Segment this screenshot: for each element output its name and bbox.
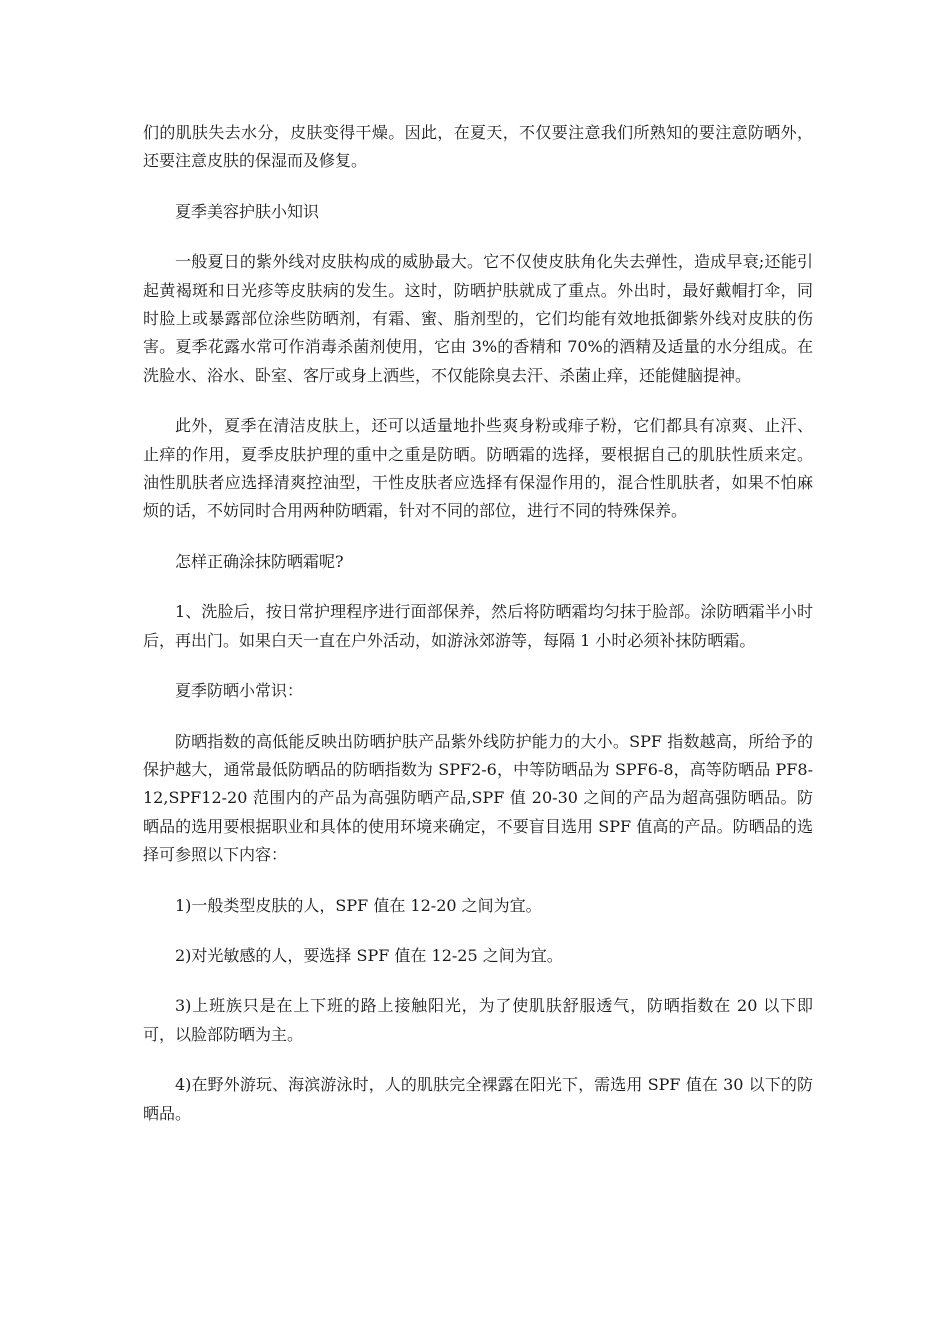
list-item-spf-3: 3)上班族只是在上下班的路上接触阳光，为了使肌肤舒服透气，防晒指数在 20 以下即可，以脸部防晒为主。 [143,996,813,1044]
paragraph-continuation: 们的肌肤失去水分，皮肤变得干燥。因此，在夏天，不仅要注意我们所熟知的要注意防晒外，还要注意皮肤的保湿而及修复。 [143,123,813,171]
list-item-spf-4: 4)在野外游玩、海滨游泳时，人的肌肤完全裸露在阳光下，需选用 SPF 值在 30 以下的防晒品。 [143,1075,813,1123]
document-body [143,119,813,1150]
paragraph-apply-step-1: 1、洗脸后，按日常护理程序进行面部保养，然后将防晒霜均匀抹于脸部。涂防晒霜半小时后，再出门。如果白天一直在户外活动，如游泳郊游等，每隔 1 小时必须补抹防晒霜。 [143,602,813,650]
list-item-spf-1: 1)一般类型皮肤的人，SPF 值在 12-20 之间为宜。 [175,895,542,915]
paragraph-cleansing-sunscreen: 此外，夏季在清洁皮肤上，还可以适量地扑些爽身粉或痱子粉，它们都具有凉爽、止汗、止痒的作用，夏季皮肤护理的重中之重是防晒。防晒霜的选择，要根据自己的肌肤性质来定。油性肌肤者应选择清爽控油型，干性皮肤者应选择有保湿作用的，混合性肌肤者，如果不怕麻烦的话，不妨同时合用两种防晒霜，针对不同的部位，进行不同的特殊保养。 [143,416,813,521]
paragraph-uv-protection: 一般夏日的紫外线对皮肤构成的威胁最大。它不仅使皮肤角化失去弹性，造成早衰;还能引起黄褐斑和日光疹等皮肤病的发生。这时，防晒护肤就成了重点。外出时，最好戴帽打伞，同时脸上或暴露部位涂些防晒剂，有霜、蜜、脂剂型的，它们均能有效地抵御紫外线对皮肤的伤害。夏季花露水常可作消毒杀菌剂使用，它由 3%的香精和 70%的酒精及适量的水分组成。在洗脸水、浴水、卧室、客厅或身上洒些，不仅能除臭去汗、杀菌止痒，还能健脑提神。 [143,252,813,385]
section-heading-summer-skincare: 夏季美容护肤小知识 [175,201,320,221]
section-heading-sun-tips: 夏季防晒小常识： [175,681,304,701]
paragraph-spf-explanation: 防晒指数的高低能反映出防晒护肤产品紫外线防护能力的大小。SPF 指数越高，所给予的保护越大，通常最低防晒品的防晒指数为 SPF2-6，中等防晒品为 SPF6-8，高等防晒品 PF8-12,SPF12-20 范围内的产品为高强防晒产品,SPF 值 20-30 之间的产品为超高强防晒品。防晒品的选用要根据职业和具体的使用环境来确定，不要盲目选用 SPF 值高的产品。防晒品的选择可参照以下内容： [143,731,813,865]
section-heading-how-to-apply: 怎样正确涂抹防晒霜呢? [175,551,344,571]
list-item-spf-2: 2)对光敏感的人，要选择 SPF 值在 12-25 之间为宜。 [175,945,563,965]
